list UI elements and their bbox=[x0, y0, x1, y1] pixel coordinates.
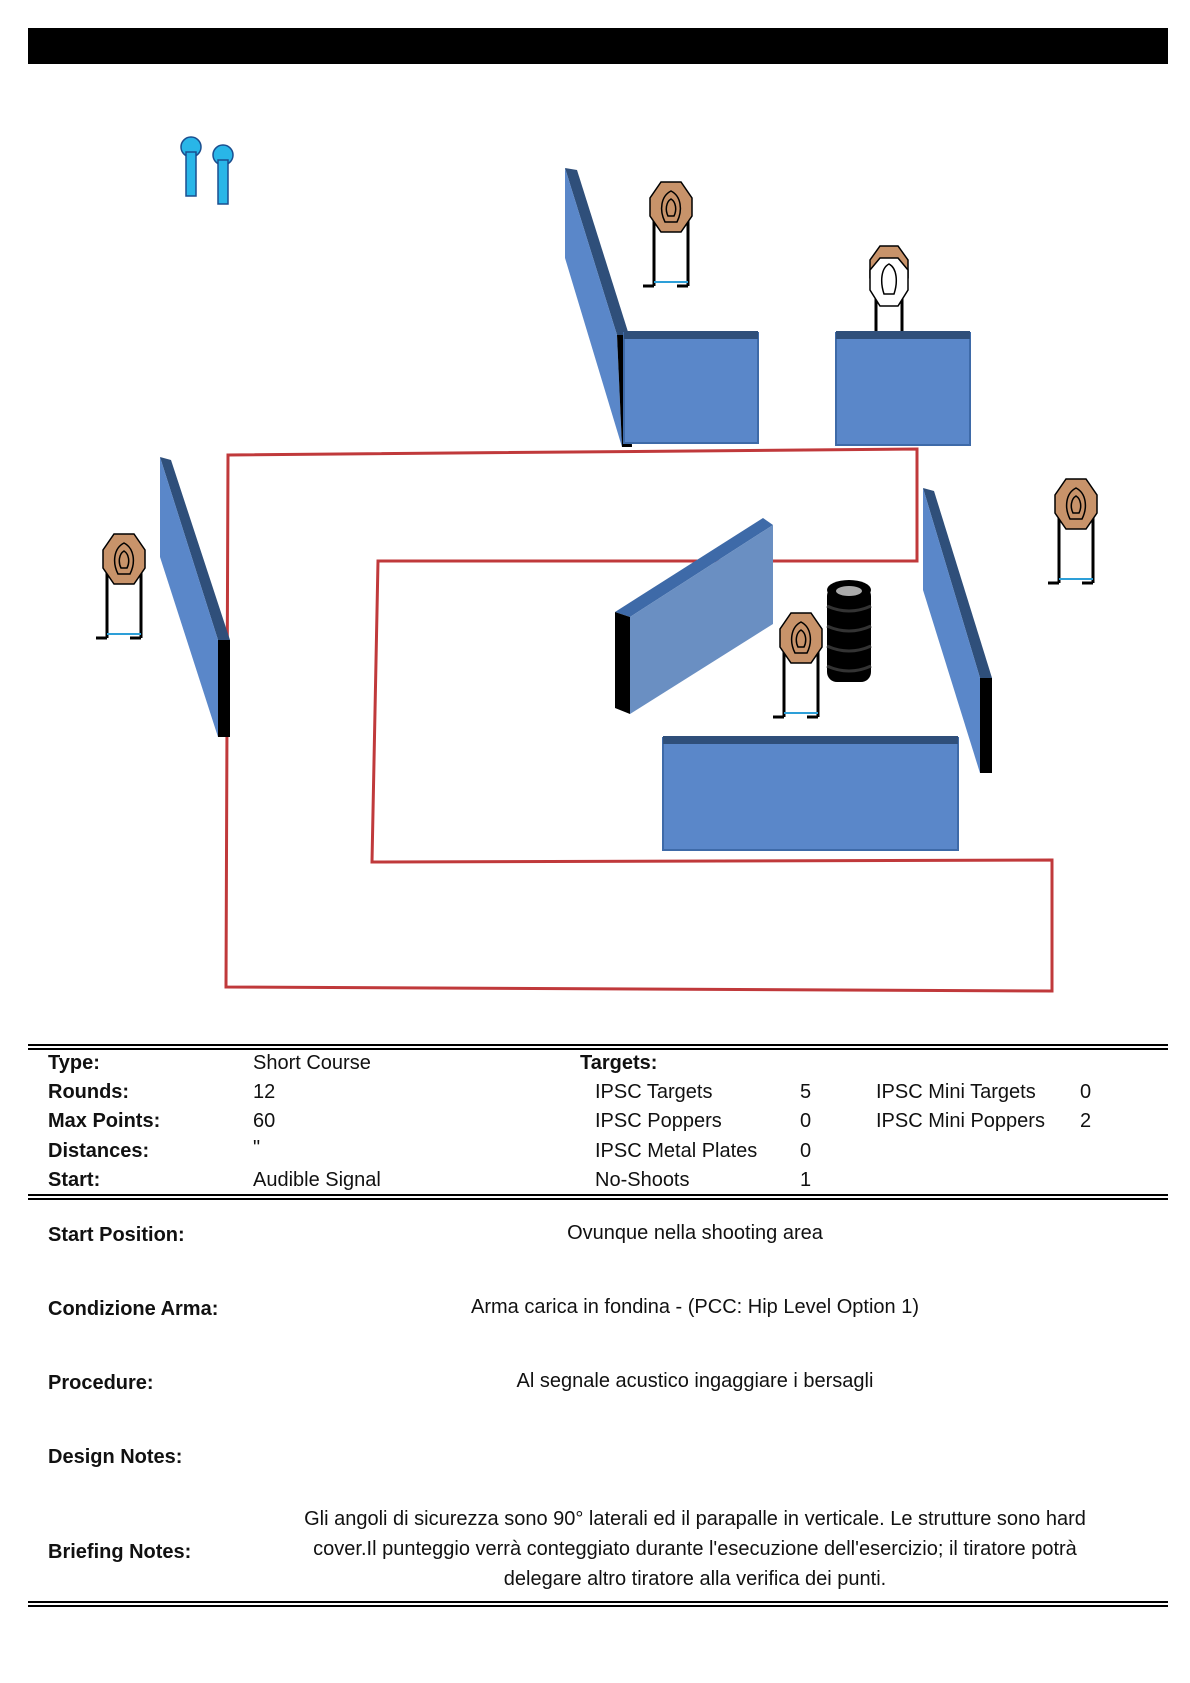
mini-popper-icon bbox=[181, 137, 201, 196]
maxpoints-value: 60 bbox=[253, 1110, 276, 1132]
design-notes-label: Design Notes: bbox=[48, 1446, 183, 1468]
mini-target-label: IPSC Mini Poppers bbox=[876, 1110, 1045, 1132]
table-rule-top bbox=[28, 1044, 1168, 1050]
briefing-line: delegare altro tiratore alla verifica dei punti. bbox=[503, 1568, 887, 1590]
mini-target-count: 0 bbox=[1080, 1081, 1092, 1103]
barrel-stack-icon bbox=[827, 580, 871, 682]
wall-right bbox=[923, 488, 992, 773]
condizione-value: Arma carica in fondina - (PCC: Hip Level Option 1) bbox=[471, 1296, 919, 1318]
target-type-label: IPSC Metal Plates bbox=[595, 1140, 758, 1162]
wall-block-top-right bbox=[836, 331, 970, 445]
wall-block-bottom bbox=[663, 736, 958, 850]
procedure-label: Procedure: bbox=[48, 1372, 154, 1394]
target-type-count: 0 bbox=[800, 1140, 812, 1162]
target-type-count: 5 bbox=[800, 1081, 812, 1103]
start-label: Start: bbox=[48, 1169, 101, 1191]
type-value: Short Course bbox=[253, 1052, 371, 1074]
distances-label: Distances: bbox=[48, 1140, 150, 1162]
start-position-label: Start Position: bbox=[48, 1224, 185, 1246]
ipsc-target-icon bbox=[643, 182, 692, 286]
ipsc-target-icon bbox=[1048, 479, 1097, 583]
briefing-text bbox=[250, 1504, 1140, 1594]
no-shoot-icon bbox=[870, 246, 908, 334]
briefing-line: cover.Il punteggio verrà conteggiato durante l'esecuzione dell'esercizio; il tiratore potrà bbox=[313, 1538, 1077, 1560]
start-value: Audible Signal bbox=[253, 1169, 381, 1191]
distances-value: " bbox=[253, 1137, 261, 1159]
mini-target-count: 2 bbox=[1080, 1110, 1092, 1132]
target-type-label: No-Shoots bbox=[595, 1169, 690, 1191]
target-type-count: 0 bbox=[800, 1110, 812, 1132]
wall-block-top-center bbox=[624, 331, 758, 443]
briefing-line: Gli angoli di sicurezza sono 90° laterali ed il parapalle in verticale. Le strutture sono hard bbox=[304, 1508, 1086, 1530]
procedure-value: Al segnale acustico ingaggiare i bersagli bbox=[516, 1370, 874, 1392]
maxpoints-label: Max Points: bbox=[48, 1110, 161, 1132]
rounds-value: 12 bbox=[253, 1081, 276, 1103]
rounds-label: Rounds: bbox=[48, 1081, 130, 1103]
wall-center bbox=[615, 518, 773, 714]
wall-left bbox=[160, 457, 230, 737]
targets-label: Targets: bbox=[580, 1052, 658, 1074]
target-type-label: IPSC Poppers bbox=[595, 1110, 722, 1132]
wall-top-center bbox=[565, 168, 632, 447]
target-type-count: 1 bbox=[800, 1169, 812, 1191]
table-rule-middle bbox=[28, 1194, 1168, 1200]
mini-target-label: IPSC Mini Targets bbox=[876, 1081, 1036, 1103]
start-position-value: Ovunque nella shooting area bbox=[567, 1222, 823, 1244]
ipsc-target-icon bbox=[96, 534, 145, 638]
target-type-label: IPSC Targets bbox=[595, 1081, 713, 1103]
mini-popper-icon bbox=[213, 145, 233, 204]
table-rule-bottom bbox=[28, 1601, 1168, 1607]
type-label: Type: bbox=[48, 1052, 100, 1074]
ipsc-target-icon bbox=[773, 613, 822, 717]
briefing-label: Briefing Notes: bbox=[48, 1541, 192, 1563]
condizione-label: Condizione Arma: bbox=[48, 1298, 219, 1320]
